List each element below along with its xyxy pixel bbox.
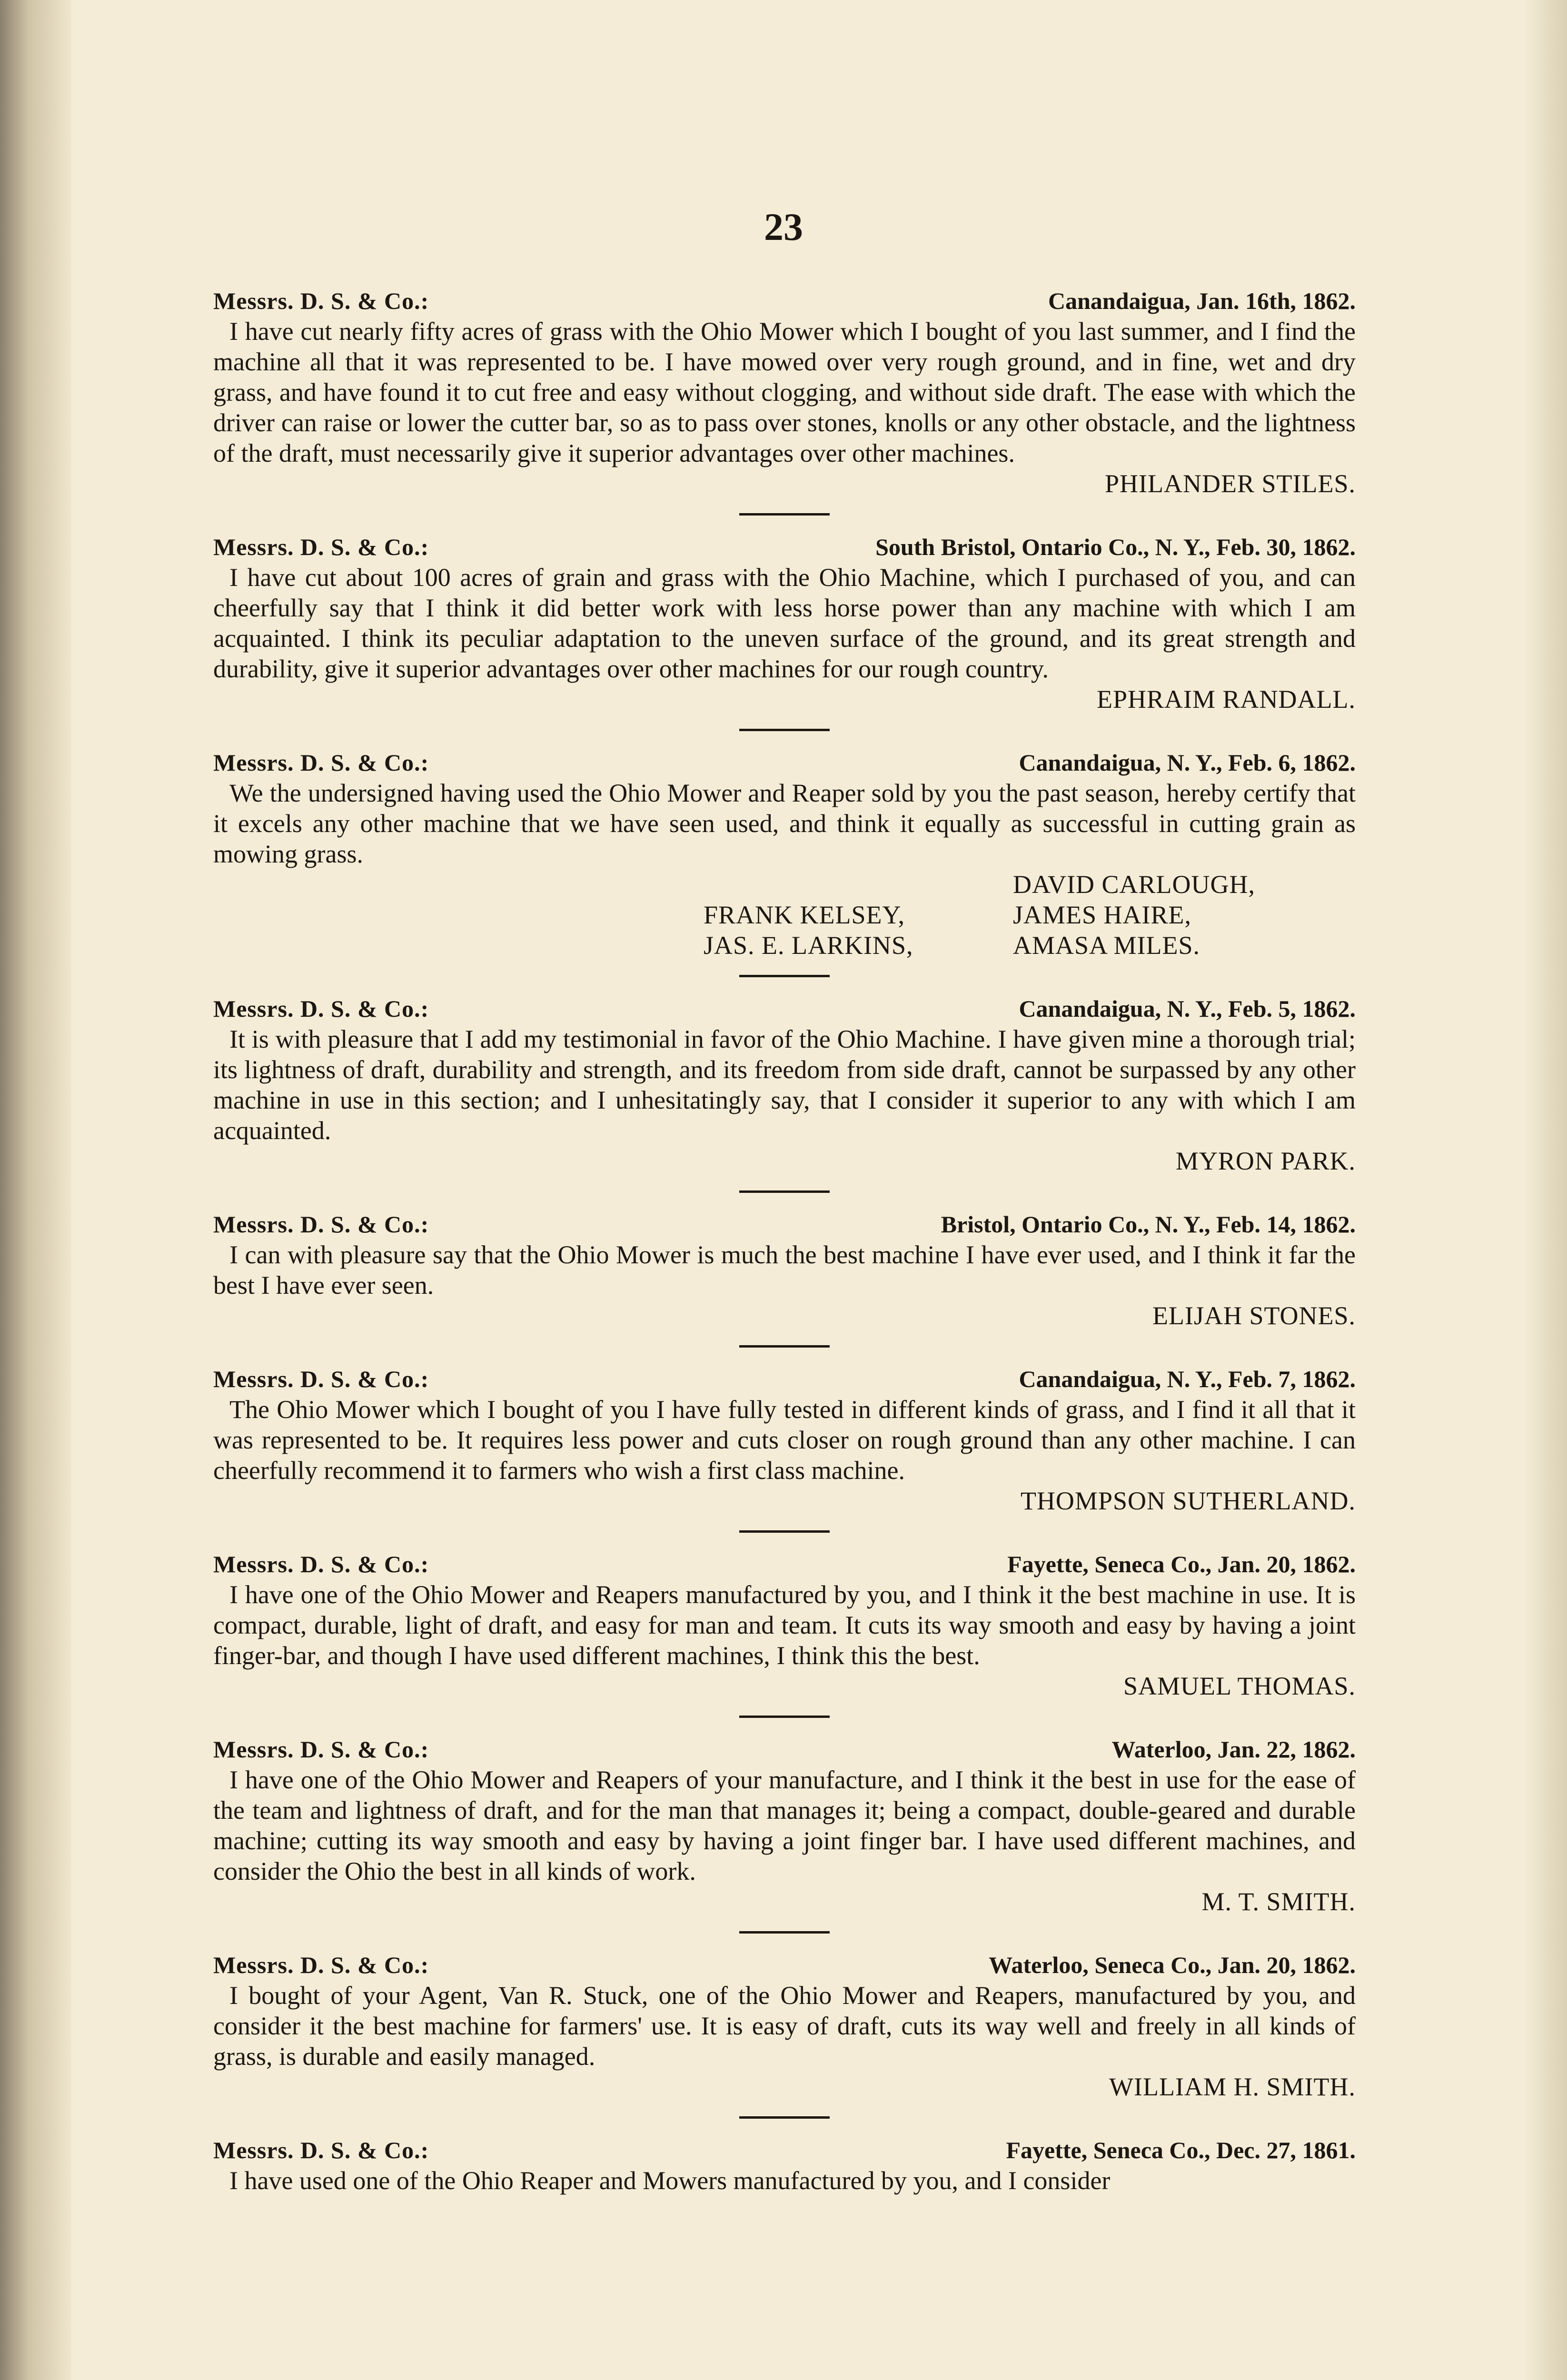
place-date: Canandaigua, N. Y., Feb. 5, 1862.: [1019, 995, 1356, 1022]
place-date: Fayette, Seneca Co., Dec. 27, 1861.: [1006, 2137, 1356, 2163]
testimonial-letter: [213, 1950, 1356, 2102]
divider-rule: [739, 1345, 830, 1348]
salutation: Messrs. D. S. & Co.:: [213, 1952, 429, 1978]
testimonial-letter: [213, 1364, 1356, 1516]
place-date: Canandaigua, N. Y., Feb. 7, 1862.: [1019, 1366, 1356, 1392]
testimonial-letter: [213, 993, 1356, 1176]
signatories: [213, 869, 1356, 961]
letter-heading: [213, 1950, 1356, 1980]
divider-rule: [739, 1530, 830, 1533]
testimonial-letter: [213, 747, 1356, 961]
salutation: Messrs. D. S. & Co.:: [213, 288, 429, 314]
testimonial-letter: [213, 2135, 1356, 2196]
signature: PHILANDER STILES.: [1105, 469, 1356, 498]
salutation: Messrs. D. S. & Co.:: [213, 995, 429, 1022]
letter-body: I bought of your Agent, Van R. Stuck, one of the Ohio Mower and Reapers, manufactured by you, and consider it the best machine for farmers' use. It is easy of draft, cuts its way well and freely in all kinds of grass, is durable and easily managed.: [213, 1981, 1356, 2071]
page-edge: [1524, 0, 1567, 2380]
place-date: South Bristol, Ontario Co., N. Y., Feb. 30, 1862.: [875, 534, 1356, 560]
signatory: JAMES HAIRE,: [1013, 901, 1192, 929]
signature: WILLIAM H. SMITH.: [1109, 2073, 1356, 2101]
signature: SAMUEL THOMAS.: [1123, 1672, 1356, 1700]
letter-body: I can with pleasure say that the Ohio Mower is much the best machine I have ever used, and I think it far the best I have ever seen.: [213, 1240, 1356, 1299]
letter-body: I have one of the Ohio Mower and Reapers of your manufacture, and I think it the best in use for the ease of the team and lightness of draft, and for the man that manages it; being a compact, double-geared and durable machine; cutting its way smooth and easy by having a joint finger bar. I have used different machines, and consider the Ohio the best in all kinds of work.: [213, 1765, 1356, 1885]
letter-heading: [213, 747, 1356, 778]
signature: ELIJAH STONES.: [1152, 1301, 1356, 1330]
signatory: JAS. E. LARKINS,: [704, 931, 913, 960]
letter-heading: [213, 1364, 1356, 1394]
divider-rule: [739, 1190, 830, 1193]
signatory: AMASA MILES.: [1013, 931, 1200, 960]
letter-heading: [213, 2135, 1356, 2165]
testimonial-letter: [213, 532, 1356, 714]
signatory: FRANK KELSEY,: [704, 901, 905, 929]
page-number: 23: [764, 205, 803, 248]
letter-heading: [213, 1549, 1356, 1579]
letter-body: I have one of the Ohio Mower and Reapers manufactured by you, and I think it the best machine in use. It is compact, durable, light of draft, and easy for man and team. It cuts its way smooth and easy by having a joint finger-bar, and though I have used different machines, I think this the best.: [213, 1580, 1356, 1670]
place-date: Fayette, Seneca Co., Jan. 20, 1862.: [1007, 1551, 1356, 1577]
divider-rule: [739, 975, 830, 977]
letter-heading: [213, 993, 1356, 1024]
signature: EPHRAIM RANDALL.: [1096, 685, 1356, 714]
testimonial-letter: [213, 1549, 1356, 1701]
place-date: Bristol, Ontario Co., N. Y., Feb. 14, 1862.: [941, 1211, 1356, 1238]
place-date: Waterloo, Jan. 22, 1862.: [1111, 1736, 1356, 1763]
letter-heading: [213, 286, 1356, 316]
letter-heading: [213, 532, 1356, 562]
letter-body: It is with pleasure that I add my testimonial in favor of the Ohio Machine. I have given mine a thorough trial; its lightness of draft, durability and strength, and its freedom from side draft, cannot be surpassed by any other machine in use in this section; and I unhesitatingly say, that I consider it superior to any with which I am acquainted.: [213, 1025, 1356, 1145]
divider-rule: [739, 729, 830, 731]
place-date: Canandaigua, Jan. 16th, 1862.: [1048, 288, 1356, 314]
letter-body: The Ohio Mower which I bought of you I have fully tested in different kinds of grass, and I find it all that it was represented to be. It requires less power and cuts closer on rough ground than any other machine. I can cheerfully recommend it to farmers who wish a first class machine.: [213, 1395, 1356, 1485]
salutation: Messrs. D. S. & Co.:: [213, 749, 429, 776]
letter-body: I have cut nearly fifty acres of grass with the Ohio Mower which I bought of you last summer, and I find the machine all that it was represented to be. I have mowed over very rough ground, and in fine, wet and dry grass, and have found it to cut free and easy without clogging, and without side draft. The ease with which the driver can raise or lower the cutter bar, so as to pass over stones, knolls or any other obstacle, and the lightness of the draft, must necessarily give it superior advantages over other machines.: [213, 317, 1356, 467]
divider-rule: [739, 1716, 830, 1718]
letter-body: I have cut about 100 acres of grain and grass with the Ohio Machine, which I purchased of you, and can cheerfully say that I think it did better work with less horse power than any machine with which I am acquainted. I think its peculiar adaptation to the uneven surface of the ground, and its great strength and durability, give it superior advantages over other machines for our rough country.: [213, 563, 1356, 683]
testimonial-letter: [213, 1209, 1356, 1331]
letter-heading: [213, 1209, 1356, 1240]
testimonials: [213, 286, 1356, 2196]
letter-body: We the undersigned having used the Ohio Mower and Reaper sold by you the past season, hereby certify that it excels any other machine that we have seen used, and think it equally as successful in cutting grain as mowing grass.: [213, 779, 1356, 868]
signature: THOMPSON SUTHERLAND.: [1020, 1487, 1356, 1515]
divider-rule: [739, 2116, 830, 2119]
signatory: DAVID CARLOUGH,: [1013, 870, 1256, 899]
salutation: Messrs. D. S. & Co.:: [213, 1211, 429, 1238]
testimonial-letter: [213, 1734, 1356, 1917]
page-gutter-shadow: [0, 0, 71, 2380]
place-date: Canandaigua, N. Y., Feb. 6, 1862.: [1019, 749, 1356, 776]
salutation: Messrs. D. S. & Co.:: [213, 1736, 429, 1763]
salutation: Messrs. D. S. & Co.:: [213, 1366, 429, 1392]
salutation: Messrs. D. S. & Co.:: [213, 1551, 429, 1577]
letter-heading: [213, 1734, 1356, 1765]
salutation: Messrs. D. S. & Co.:: [213, 2137, 429, 2163]
testimonial-letter: [213, 286, 1356, 499]
divider-rule: [739, 513, 830, 516]
letter-body: I have used one of the Ohio Reaper and Mowers manufactured by you, and I consider: [229, 2166, 1111, 2195]
place-date: Waterloo, Seneca Co., Jan. 20, 1862.: [989, 1952, 1356, 1978]
signature: MYRON PARK.: [1175, 1147, 1356, 1175]
signature: M. T. SMITH.: [1201, 1887, 1356, 1916]
salutation: Messrs. D. S. & Co.:: [213, 534, 429, 560]
divider-rule: [739, 1931, 830, 1934]
